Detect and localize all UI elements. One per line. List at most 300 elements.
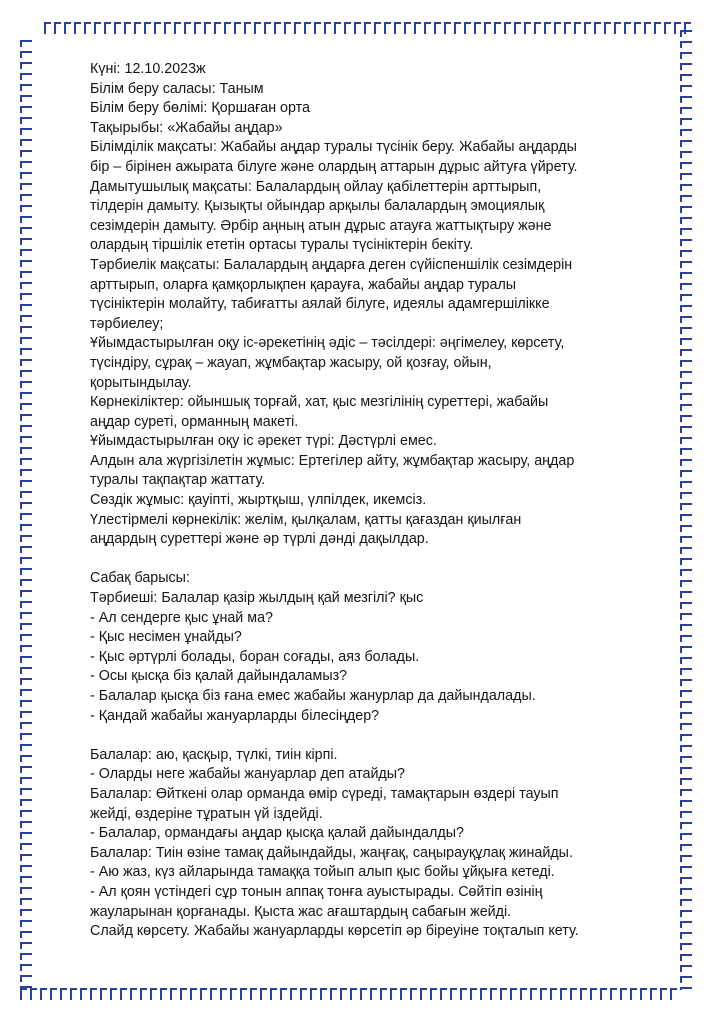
border-tick <box>154 22 161 34</box>
border-tick <box>680 360 692 367</box>
border-tick <box>404 22 411 34</box>
border-tick <box>680 250 692 257</box>
border-tick <box>94 22 101 34</box>
border-tick <box>20 227 32 234</box>
border-tick <box>20 975 32 982</box>
border-tick <box>20 689 32 696</box>
border-tick <box>20 898 32 905</box>
border-tick <box>20 238 32 245</box>
border-tick <box>424 22 431 34</box>
border-tick <box>20 304 32 311</box>
border-tick <box>304 22 311 34</box>
border-tick <box>374 22 381 34</box>
border-tick <box>490 988 497 1000</box>
text-line: Балалар: аю, қасқыр, түлкі, тиін кірпі. <box>90 746 338 763</box>
border-tick <box>680 888 692 895</box>
border-tick <box>570 988 577 1000</box>
border-tick <box>590 988 597 1000</box>
lesson-header-section <box>90 60 670 550</box>
border-tick <box>20 920 32 927</box>
border-tick <box>20 62 32 69</box>
border-tick <box>20 942 32 949</box>
border-tick <box>680 30 692 37</box>
text-line: Слайд көрсету. Жабайы жануарларды көрсетіп әр біреуіне тоқталып кету. <box>90 923 579 940</box>
text-line: Білім беру саласы: Таным <box>90 80 264 97</box>
border-tick <box>500 988 507 1000</box>
border-tick <box>20 414 32 421</box>
border-tick <box>560 988 567 1000</box>
border-tick <box>20 194 32 201</box>
border-tick <box>150 988 157 1000</box>
text-line: Сөздік жұмыс: қауіпті, жыртқыш, үлпілдек, икемсіз. <box>90 492 427 509</box>
border-tick <box>230 988 237 1000</box>
border-tick <box>494 22 501 34</box>
text-line: аңдар суреті, орманның макеті. <box>90 413 299 430</box>
border-tick <box>130 988 137 1000</box>
border-tick <box>680 514 692 521</box>
border-tick <box>20 546 32 553</box>
border-tick <box>20 931 32 938</box>
text-line: - Осы қысқа біз қалай дайындаламыз? <box>90 668 348 685</box>
border-tick <box>680 690 692 697</box>
border-tick <box>184 22 191 34</box>
border-tick <box>300 988 307 1000</box>
border-tick <box>680 932 692 939</box>
text-line: сезімдерін дамыту. Әрбір аңның атын дұрыс атауға жаттықтыру және <box>90 217 552 234</box>
border-tick <box>680 668 692 675</box>
border-tick <box>680 503 692 510</box>
border-tick <box>680 184 692 191</box>
border-tick <box>20 128 32 135</box>
text-line: түсініктерін молайту, табиғатты аялай білуге, идеялы адамгершілікке <box>90 296 550 313</box>
border-tick <box>254 22 261 34</box>
border-tick <box>244 22 251 34</box>
text-line: - Қыс несімен ұнайды? <box>90 629 242 646</box>
border-tick <box>20 106 32 113</box>
border-tick <box>680 866 692 873</box>
border-tick <box>20 282 32 289</box>
border-tick <box>200 988 207 1000</box>
border-tick <box>20 293 32 300</box>
border-tick <box>620 988 627 1000</box>
border-tick <box>20 623 32 630</box>
text-line: олардың тіршілік ететін ортасы туралы түсініктерін бекіту. <box>90 237 474 254</box>
border-tick <box>680 910 692 917</box>
border-tick <box>20 491 32 498</box>
border-tick <box>344 22 351 34</box>
text-line: қорытындылау. <box>90 374 192 391</box>
border-tick <box>680 602 692 609</box>
text-line: - Аю жаз, күз айларында тамаққа тойып алып қыс бойы ұйқыға кетеді. <box>90 864 555 881</box>
border-tick <box>534 22 541 34</box>
spacer <box>90 550 670 570</box>
border-tick <box>224 22 231 34</box>
border-tick <box>20 348 32 355</box>
border-tick <box>580 988 587 1000</box>
border-tick <box>680 558 692 565</box>
border-tick <box>114 22 121 34</box>
text-line: - Оларды неге жабайы жануарлар деп атайды? <box>90 766 405 783</box>
border-tick <box>680 899 692 906</box>
border-tick <box>354 22 361 34</box>
border-tick <box>400 988 407 1000</box>
border-tick <box>190 988 197 1000</box>
border-tick <box>680 734 692 741</box>
border-tick <box>20 458 32 465</box>
border-tick <box>20 73 32 80</box>
decorative-border-left <box>20 40 34 988</box>
border-tick <box>160 988 167 1000</box>
border-tick <box>20 645 32 652</box>
border-tick <box>54 22 61 34</box>
border-tick <box>680 536 692 543</box>
border-tick <box>410 988 417 1000</box>
border-tick <box>20 425 32 432</box>
border-tick <box>680 470 692 477</box>
border-tick <box>680 63 692 70</box>
border-tick <box>20 117 32 124</box>
border-tick <box>364 22 371 34</box>
border-tick <box>20 161 32 168</box>
text-line: Білімділік мақсаты: Жабайы аңдар туралы түсінік беру. Жабайы аңдарды <box>90 139 577 156</box>
border-tick <box>680 767 692 774</box>
border-tick <box>550 988 557 1000</box>
border-tick <box>680 745 692 752</box>
border-tick <box>650 988 657 1000</box>
text-line: - Ал сендерге қыс ұнай ма? <box>90 609 273 626</box>
border-tick <box>340 988 347 1000</box>
border-tick <box>600 988 607 1000</box>
border-tick <box>20 216 32 223</box>
border-tick <box>610 988 617 1000</box>
border-tick <box>204 22 211 34</box>
text-line: жейді, өздеріне тұратын үй іздейді. <box>90 805 323 822</box>
border-tick <box>240 988 247 1000</box>
border-tick <box>644 22 651 34</box>
text-line: - Балалар қысқа біз ғана емес жабайы жанурлар да дайындалады. <box>90 688 536 704</box>
border-tick <box>20 909 32 916</box>
text-line: аңдардың суреттері және әр түрлі дәнді дақылдар. <box>90 531 429 548</box>
border-tick <box>30 988 37 1000</box>
border-tick <box>434 22 441 34</box>
document-body <box>90 60 670 942</box>
border-tick <box>330 988 337 1000</box>
text-line: тәрбиелеу; <box>90 315 164 332</box>
border-tick <box>20 777 32 784</box>
border-tick <box>20 755 32 762</box>
border-tick <box>90 988 97 1000</box>
border-tick <box>680 712 692 719</box>
border-tick <box>680 393 692 400</box>
lesson-progress-section <box>90 569 670 726</box>
border-tick <box>250 988 257 1000</box>
border-tick <box>20 359 32 366</box>
border-tick <box>680 217 692 224</box>
border-tick <box>384 22 391 34</box>
text-line: Үлестірмелі көрнекілік: желім, қылқалам, қатты қағаздан қиылған <box>90 511 522 528</box>
border-tick <box>454 22 461 34</box>
border-tick <box>74 22 81 34</box>
border-tick <box>624 22 631 34</box>
border-tick <box>680 140 692 147</box>
border-tick <box>484 22 491 34</box>
border-tick <box>680 195 692 202</box>
border-tick <box>630 988 637 1000</box>
text-line: бір – бірінен ажырата білуге және олардың аттарын дұрыс айтуға үйрету. <box>90 158 578 175</box>
border-tick <box>680 624 692 631</box>
border-tick <box>680 459 692 466</box>
border-tick <box>20 469 32 476</box>
border-tick <box>680 261 692 268</box>
border-tick <box>20 326 32 333</box>
border-tick <box>20 557 32 564</box>
border-tick <box>680 635 692 642</box>
border-tick <box>680 987 692 990</box>
border-tick <box>680 415 692 422</box>
border-tick <box>20 887 32 894</box>
text-line: Сабақ барысы: <box>90 570 190 587</box>
border-tick <box>680 228 692 235</box>
border-tick <box>594 22 601 34</box>
border-tick <box>20 843 32 850</box>
border-tick <box>680 789 692 796</box>
border-tick <box>20 865 32 872</box>
border-tick <box>420 988 427 1000</box>
border-tick <box>680 338 692 345</box>
border-tick <box>680 85 692 92</box>
border-tick <box>20 480 32 487</box>
border-tick <box>680 844 692 851</box>
border-tick <box>680 426 692 433</box>
border-tick <box>604 22 611 34</box>
border-tick <box>20 436 32 443</box>
text-line: Ұйымдастырылған оқу іс әрекет түрі: Дәстүрлі емес. <box>90 433 437 450</box>
border-tick <box>680 833 692 840</box>
border-tick <box>444 22 451 34</box>
border-tick <box>334 22 341 34</box>
text-line: - Балалар, ормандағы аңдар қысқа қалай дайындалды? <box>90 825 464 842</box>
border-tick <box>670 988 677 1000</box>
border-tick <box>680 613 692 620</box>
border-tick <box>20 524 32 531</box>
border-tick <box>414 22 421 34</box>
border-tick <box>210 988 217 1000</box>
border-tick <box>574 22 581 34</box>
border-tick <box>460 988 467 1000</box>
border-tick <box>290 988 297 1000</box>
border-tick <box>680 822 692 829</box>
text-line: Күні: 12.10.2023ж <box>90 61 206 77</box>
border-tick <box>124 22 131 34</box>
text-line: түсіндіру, сұрақ – жауап, жұмбақтар жасыру, ой қозғау, ойын, <box>90 354 492 371</box>
border-tick <box>514 22 521 34</box>
dialogue-section <box>90 746 670 942</box>
border-tick <box>20 84 32 91</box>
border-tick <box>634 22 641 34</box>
border-tick <box>680 481 692 488</box>
border-tick <box>680 96 692 103</box>
border-tick <box>84 22 91 34</box>
border-tick <box>164 22 171 34</box>
text-line: Тәрбиелік мақсаты: Балалардың аңдарға деген сүйіспеншілік сезімдерін <box>90 256 573 273</box>
border-tick <box>20 799 32 806</box>
border-tick <box>20 249 32 256</box>
border-tick <box>394 22 401 34</box>
border-tick <box>680 657 692 664</box>
border-tick <box>20 205 32 212</box>
text-line: Балалар: Өйткені олар орманда өмір сүреді, тамақтарын өздері тауып <box>90 785 559 802</box>
border-tick <box>280 988 287 1000</box>
border-tick <box>680 800 692 807</box>
border-tick <box>554 22 561 34</box>
border-tick <box>584 22 591 34</box>
border-tick <box>680 580 692 587</box>
border-tick <box>680 118 692 125</box>
border-tick <box>680 965 692 972</box>
border-tick <box>134 22 141 34</box>
border-tick <box>20 513 32 520</box>
border-tick <box>530 988 537 1000</box>
border-tick <box>110 988 117 1000</box>
border-tick <box>20 733 32 740</box>
decorative-border-bottom <box>20 988 680 1002</box>
border-tick <box>680 206 692 213</box>
border-tick <box>504 22 511 34</box>
border-tick <box>680 437 692 444</box>
border-tick <box>170 988 177 1000</box>
spacer <box>90 726 670 746</box>
border-tick <box>680 679 692 686</box>
border-tick <box>20 953 32 960</box>
border-tick <box>310 988 317 1000</box>
border-tick <box>680 327 692 334</box>
border-tick <box>544 22 551 34</box>
border-tick <box>20 722 32 729</box>
border-tick <box>680 349 692 356</box>
border-tick <box>680 272 692 279</box>
border-tick <box>20 381 32 388</box>
border-tick <box>20 986 32 988</box>
border-tick <box>380 988 387 1000</box>
border-tick <box>390 988 397 1000</box>
border-tick <box>680 41 692 48</box>
border-tick <box>680 943 692 950</box>
border-tick <box>20 370 32 377</box>
border-tick <box>264 22 271 34</box>
border-tick <box>20 535 32 542</box>
border-tick <box>680 492 692 499</box>
border-tick <box>20 172 32 179</box>
border-tick <box>140 988 147 1000</box>
border-tick <box>20 711 32 718</box>
border-tick <box>510 988 517 1000</box>
border-tick <box>270 988 277 1000</box>
border-tick <box>680 811 692 818</box>
border-tick <box>20 139 32 146</box>
border-tick <box>524 22 531 34</box>
border-tick <box>20 403 32 410</box>
border-tick <box>680 723 692 730</box>
border-tick <box>20 579 32 586</box>
text-line: тілдерін дамыту. Қызықты ойындар арқылы балалардың эмоциялық <box>90 198 545 215</box>
border-tick <box>450 988 457 1000</box>
border-tick <box>20 832 32 839</box>
border-tick <box>680 74 692 81</box>
border-tick <box>360 988 367 1000</box>
border-tick <box>680 778 692 785</box>
border-tick <box>20 337 32 344</box>
border-tick <box>464 22 471 34</box>
border-tick <box>680 283 692 290</box>
border-tick <box>680 52 692 59</box>
border-tick <box>474 22 481 34</box>
border-tick <box>260 988 267 1000</box>
border-tick <box>680 954 692 961</box>
border-tick <box>680 151 692 158</box>
border-tick <box>680 305 692 312</box>
border-tick <box>20 656 32 663</box>
border-tick <box>20 744 32 751</box>
border-tick <box>284 22 291 34</box>
border-tick <box>70 988 77 1000</box>
border-tick <box>20 678 32 685</box>
decorative-border-top <box>44 22 694 36</box>
border-tick <box>104 22 111 34</box>
border-tick <box>20 876 32 883</box>
border-tick <box>80 988 87 1000</box>
text-line: Тақырыбы: «Жабайы аңдар» <box>90 119 283 136</box>
border-tick <box>20 568 32 575</box>
text-line: Дамытушылық мақсаты: Балалардың ойлау қабілеттерін арттырып, <box>90 178 542 195</box>
text-line: - Ал қоян үстіндегі сұр тонын аппақ тонға ауыстырады. Сөйтіп өзінің <box>90 883 543 900</box>
border-tick <box>614 22 621 34</box>
border-tick <box>680 382 692 389</box>
border-tick <box>174 22 181 34</box>
decorative-border-right <box>680 30 694 990</box>
border-tick <box>60 988 67 1000</box>
border-tick <box>50 988 57 1000</box>
border-tick <box>44 22 51 34</box>
border-tick <box>660 988 667 1000</box>
border-tick <box>214 22 221 34</box>
border-tick <box>520 988 527 1000</box>
border-tick <box>680 756 692 763</box>
border-tick <box>234 22 241 34</box>
border-tick <box>20 447 32 454</box>
border-tick <box>680 404 692 411</box>
border-tick <box>20 854 32 861</box>
text-line: жауларынан қорғанады. Қыста жас ағаштардың сабағын жейді. <box>90 903 512 920</box>
border-tick <box>680 162 692 169</box>
border-tick <box>20 40 32 47</box>
border-tick <box>20 788 32 795</box>
border-tick <box>640 988 647 1000</box>
border-tick <box>320 988 327 1000</box>
border-tick <box>680 107 692 114</box>
border-tick <box>20 634 32 641</box>
border-tick <box>144 22 151 34</box>
text-line: - Қыс әртүрлі болады, боран соғады, аяз болады. <box>90 648 420 665</box>
border-tick <box>20 667 32 674</box>
border-tick <box>100 988 107 1000</box>
border-tick <box>470 988 477 1000</box>
border-tick <box>370 988 377 1000</box>
border-tick <box>324 22 331 34</box>
border-tick <box>564 22 571 34</box>
border-tick <box>680 921 692 928</box>
border-tick <box>20 810 32 817</box>
border-tick <box>20 700 32 707</box>
